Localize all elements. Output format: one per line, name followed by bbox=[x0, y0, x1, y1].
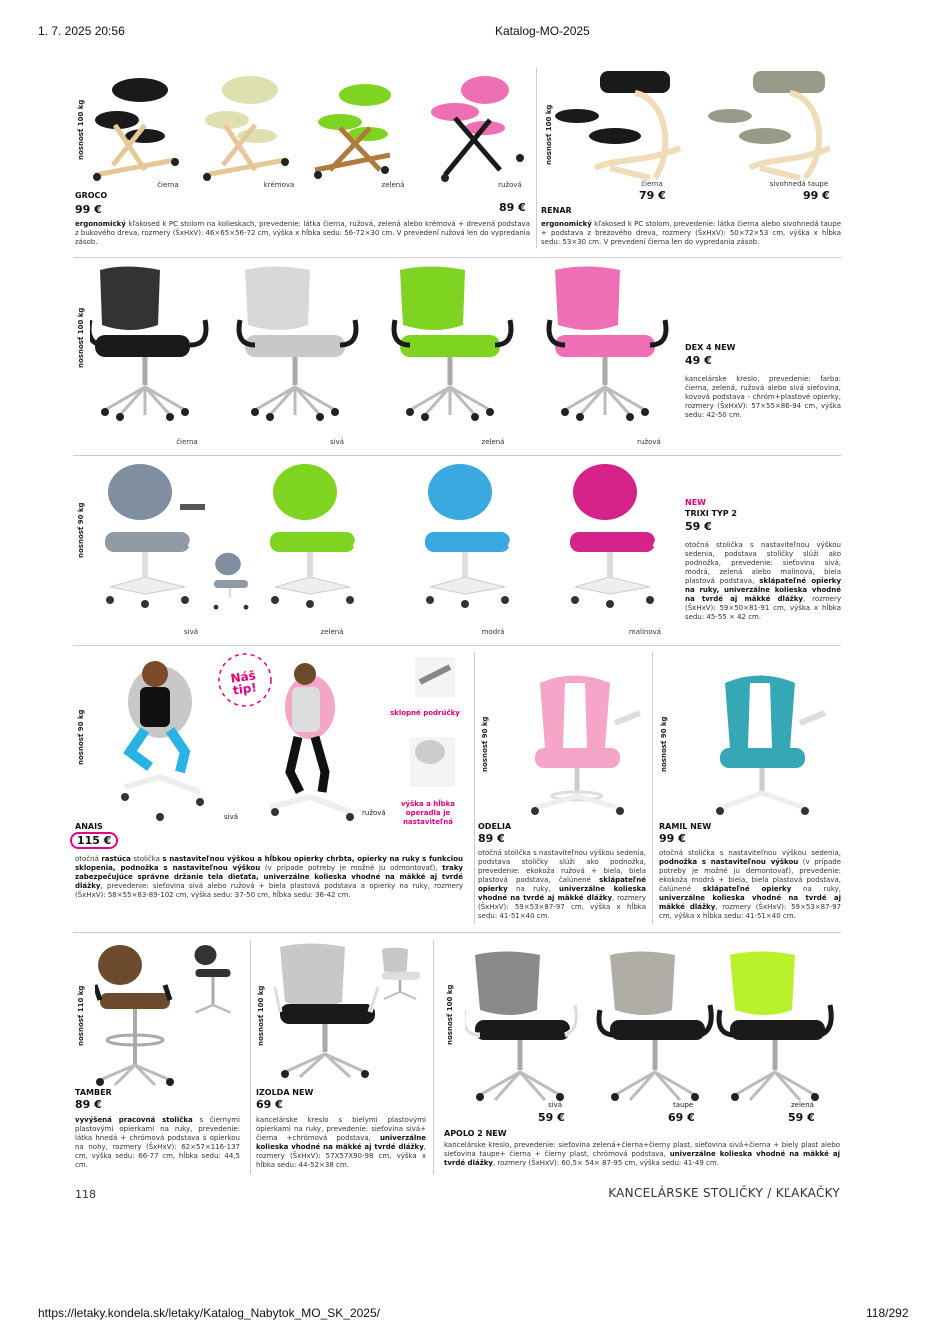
renar-color-label: čierna bbox=[641, 180, 663, 188]
trixi-capacity: nosnosť 90 kg bbox=[77, 502, 85, 558]
dex-color-label: zelená bbox=[481, 438, 505, 446]
renar-color-label: sivohnedá taupe bbox=[769, 180, 829, 188]
new-badge: NEW bbox=[685, 498, 706, 507]
trixi-color-label: zelená bbox=[320, 628, 344, 636]
dex-name: DEX 4 NEW bbox=[685, 343, 736, 352]
apolo-taupe-chair bbox=[599, 952, 711, 1102]
groco-pink-chair bbox=[431, 76, 524, 182]
groco-cream-chair bbox=[203, 76, 289, 181]
apolo-color-label: sivá bbox=[548, 1101, 563, 1109]
print-datetime: 1. 7. 2025 20:56 bbox=[38, 24, 125, 38]
groco-name: GROCO bbox=[75, 191, 108, 200]
dex-capacity: nosnosť 100 kg bbox=[77, 307, 85, 368]
dex-price: 49 € bbox=[685, 354, 712, 367]
trixi-grey-chair bbox=[105, 464, 205, 608]
renar-chairs-image bbox=[555, 68, 840, 183]
tamber-capacity: nosnosť 110 kg bbox=[77, 985, 85, 1046]
apolo-description: kancelárske kreslo, prevedenie: sieťovina zelená+čierna+čierny plast, sieťovina sivá+čierna + biely plast alebo sieťovina taupe+ čierna + čierny plast, chrómová podstava, univerzálne kolieska vhodné na mäkké aj tvrdé dlážky, rozmery (ŠxHxV): 60,5× 54× 87-95 cm, výška sedu: 41-49 cm. bbox=[444, 1141, 840, 1167]
renar-price-taupe: 99 € bbox=[803, 189, 830, 202]
anais-pink-chair bbox=[270, 663, 354, 821]
odelia-capacity: nosnosť 90 kg bbox=[481, 716, 489, 772]
izolda-description: kancelárske kreslo s bielymi plastovými opierkami na ruky, prevedenie: sieťovina sivá+ čierna +chrómová podstava, univerzálne kolieska vhodné na mäkké aj tvrdé dlážky, rozmery (ŠxHxV): 57X57X90-98 cm, výška x hĺbka sedu: 44-52×38 cm. bbox=[256, 1116, 426, 1169]
trixi-description: otočná stolička s nastaviteľnou výškou sedenia, podstava stoličky slúži ako podnožka, prevedenie: sieťovina sivá, modrá, zelená alebo malinová, biela plastová podstava, sklápateľné opierky na ruky, univerzálne kolieska vhodné na tvrdé aj mäkké dlážky, rozmery (ŠxHxV): 59×50×81-91 cm, výška x hĺbka sedu: 45-55 × 42 cm. bbox=[685, 541, 842, 621]
anais-name: ANAIS bbox=[75, 822, 103, 831]
anais-capacity: nosnosť 90 kg bbox=[77, 709, 85, 765]
apolo-color-label: zelená bbox=[791, 1101, 814, 1109]
apolo-capacity: nosnosť 100 kg bbox=[446, 984, 454, 1045]
apolo-price-grey: 59 € bbox=[538, 1111, 565, 1124]
izolda-price: 69 € bbox=[256, 1098, 283, 1111]
izolda-chair-image bbox=[270, 942, 430, 1082]
dex-color-label: sivá bbox=[329, 438, 345, 446]
anais-color-label: ružová bbox=[362, 809, 386, 817]
ramil-name: RAMIL NEW bbox=[659, 822, 712, 831]
renar-black-chair bbox=[555, 71, 680, 178]
trixi-color-label: modrá bbox=[481, 628, 505, 636]
dex-pink-chair bbox=[549, 267, 666, 422]
groco-green-chair bbox=[314, 84, 391, 179]
groco-capacity: nosnosť 100 kg bbox=[77, 99, 85, 160]
trixi-blue-chair bbox=[425, 464, 525, 608]
trixi-name: TRIXI TYP 2 bbox=[685, 509, 737, 518]
anais-description: otočná rastúca stolička s nastaviteľnou výškou a hĺbkou opierky chrbta, opierky na ruky s funkciou sklopenia, podnožka s nastaviteľnou výškou (v prípade potreby je možné ju odmontovať), traky zabezpečujúce správne držanie tela dieťaťa, univerzálne kolieska vhodné na mäkké aj tvrdé dlážky, prevedenie: sieťovina sivá alebo ružová + biela plastová podstava a opierky na ruky, rozmery (ŠxHxV): 58×55×83-89-102 cm, výška sedu: 37-50 cm, hĺbka sedu: 36-42 cm. bbox=[75, 855, 463, 899]
groco-price: 99 € bbox=[75, 203, 102, 216]
dex-color-label: ružová bbox=[637, 438, 661, 446]
odelia-name: ODELIA bbox=[478, 822, 512, 831]
renar-capacity: nosnosť 100 kg bbox=[545, 104, 553, 165]
groco-chairs-image bbox=[85, 70, 535, 188]
ramil-capacity: nosnosť 90 kg bbox=[660, 716, 668, 772]
feature-sklopne-podrucky: sklopné podrúčky bbox=[390, 709, 460, 717]
anais-grey-chair bbox=[121, 661, 204, 821]
trixi-color-label: sivá bbox=[183, 628, 199, 636]
apolo-grey-chair bbox=[465, 952, 576, 1102]
anais-color-label: sivá bbox=[224, 813, 239, 821]
groco-description: ergonomický kľakosed k PC stolom na kolieskach, prevedenie: látka čierna, ružová, zelená alebo krémová + drevená podstava z bukového dreva, rozmery (ŠxHxV): 46×65×56-72 cm, výška x hĺbka sedu: 56-72×30 cm. V prevedení ružová len do vypredania zásob. bbox=[75, 220, 530, 246]
trixi-color-label: malinová bbox=[628, 628, 662, 636]
tamber-chair-image bbox=[95, 945, 245, 1090]
source-url[interactable]: https://letaky.kondela.sk/letaky/Katalog_Nabytok_MO_SK_2025/ bbox=[38, 1306, 380, 1320]
trixi-price: 59 € bbox=[685, 520, 712, 533]
izolda-name: IZOLDA NEW bbox=[256, 1088, 314, 1097]
tamber-brown-chair bbox=[95, 945, 174, 1086]
tamber-price: 89 € bbox=[75, 1098, 102, 1111]
apolo-price-taupe: 69 € bbox=[668, 1111, 695, 1124]
trixi-grey-chair-small bbox=[214, 553, 249, 610]
trixi-chairs-image bbox=[95, 462, 675, 622]
ramil-price: 99 € bbox=[659, 832, 686, 845]
page-counter: 118/292 bbox=[866, 1306, 909, 1320]
dex-chairs-image bbox=[90, 265, 670, 435]
renar-name: RENAR bbox=[541, 206, 572, 215]
izolda-small-chair bbox=[382, 948, 420, 999]
apolo-chairs-image bbox=[465, 950, 840, 1110]
dex-green-chair bbox=[394, 267, 511, 422]
apolo-color-label: taupe bbox=[673, 1101, 694, 1109]
apolo-price-green: 59 € bbox=[788, 1111, 815, 1124]
odelia-description: otočná stolička s nastaviteľnou výškou sedenia, podstava stoličky slúži ako podnožka, prevedenie: ekokoža ružová + biela, biela plastová podstava, čalúnené sklápateľné opierky na ruky, univerzálne kolieska vhodné na tvrdé aj mäkké dlážky, rozmery (ŠxHxV): 59×53×87-97 cm, výška x hĺbka sedu: 41-51×40 cm. bbox=[478, 849, 647, 920]
section-title: KANCELÁRSKE STOLIČKY / KĽAKAČKY bbox=[608, 1186, 840, 1200]
trixi-raspberry-chair bbox=[570, 464, 670, 608]
ramil-chair-image bbox=[700, 668, 840, 818]
apolo-green-chair bbox=[719, 952, 831, 1102]
odelia-chair-image bbox=[515, 668, 650, 818]
feature-adjustable-backrest: výška a hĺbka operadla je nastaviteľná bbox=[400, 800, 456, 826]
tamber-description: vyvýšená pracovná stolička s čiernymi plastovými opierkami na ruky, prevedenie: látka hnedá + chrómová podstava s opierkou na nohy, rozmery (ŠxHxV): 62×57×116-137 cm, výška sedu: 66-77 cm, hĺbka sedu: 44,5 cm. bbox=[75, 1116, 241, 1169]
apolo-name: APOLO 2 NEW bbox=[444, 1129, 507, 1138]
izolda-main-chair bbox=[275, 944, 378, 1079]
groco-color-label: zelená bbox=[381, 181, 405, 189]
dex-black-chair bbox=[90, 267, 206, 422]
tamber-small-chair bbox=[195, 945, 231, 1013]
dex-description: kancelárske kreslo, prevedenie: farba: čierna, zelená, ružová alebo sivá sieťovina, kovová podstava - chróm+plastové opierky, rozmery (ŠxHxV): 57×55×86-94 cm, výška sedu: 42-50 cm. bbox=[685, 375, 841, 419]
ramil-description: otočná stolička s nastaviteľnou výškou sedenia, podnožka s nastaviteľnou výškou (v prípade potreby je možné ju demontovať), prevedenie: ekokoža modrá + biela, biela plastová podstava, čalúnené sklápateľné opierky na ruky, univerzálne kolieska vhodné na tvrdé aj mäkké dlážky, rozmery (ŠxHxV): 59×53×87-97 cm, výška x hĺbka sedu: 41-51×40 cm. bbox=[659, 849, 842, 920]
odelia-price: 89 € bbox=[478, 832, 505, 845]
groco-color-label: čierna bbox=[157, 181, 179, 189]
anais-price: 115 € bbox=[70, 832, 118, 849]
izolda-capacity: nosnosť 100 kg bbox=[257, 985, 265, 1046]
renar-price-black: 79 € bbox=[639, 189, 666, 202]
armrest-detail bbox=[415, 657, 455, 697]
backrest-detail bbox=[410, 737, 455, 787]
groco-color-label: krémova bbox=[263, 181, 295, 189]
groco-black-chair bbox=[93, 78, 179, 181]
document-title: Katalog-MO-2025 bbox=[495, 24, 590, 38]
groco-price-pink: 89 € bbox=[499, 201, 526, 214]
dex-color-label: čierna bbox=[176, 438, 198, 446]
dex-grey-chair bbox=[239, 267, 356, 422]
trixi-green-chair bbox=[270, 464, 370, 608]
renar-description: ergonomický kľakosed k PC stolom, prevedenie: látka čierna alebo sivohnedá taupe + podstava z brezového dreva, rozmery (ŠxHxV): 50×72×53 cm, výška x hĺbka sedu: 53×30 cm. V prevedení čierna len do vypredania zásob. bbox=[541, 220, 841, 246]
nas-tip-text: Náš tip! bbox=[229, 668, 258, 698]
renar-taupe-chair bbox=[708, 71, 830, 178]
tamber-name: TAMBER bbox=[75, 1088, 112, 1097]
groco-color-label: ružová bbox=[498, 181, 522, 189]
page-number: 118 bbox=[75, 1188, 96, 1201]
